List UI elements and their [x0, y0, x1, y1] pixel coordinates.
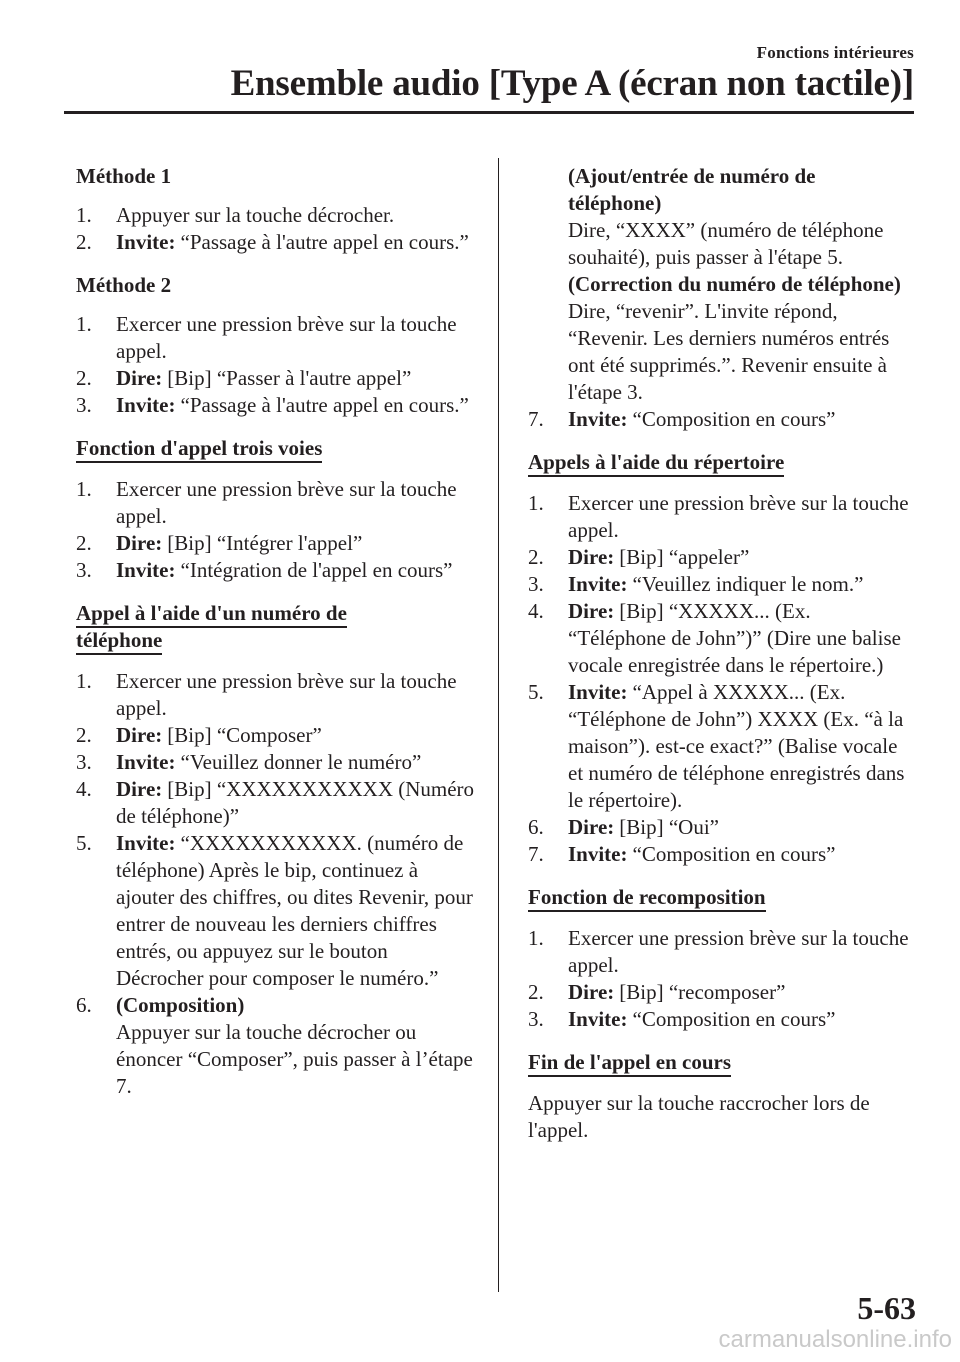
redial-heading [528, 884, 913, 911]
step-text: [Bip] “Oui” [619, 815, 719, 839]
step-text: Exercer une pression brève sur la touche appel. [116, 477, 457, 528]
step [76, 668, 476, 722]
step-text: Appuyer sur la touche décrocher. [116, 203, 395, 227]
step [76, 229, 476, 256]
step-number: 3. [528, 1007, 544, 1031]
step-number: 2. [76, 366, 92, 390]
step-number: 3. [76, 393, 92, 417]
header-rule [64, 111, 914, 114]
step-number: 7. [528, 842, 544, 866]
step-number: 1. [76, 312, 92, 336]
step-text: [Bip] “Composer” [167, 723, 322, 747]
step-number: 1. [528, 926, 544, 950]
step-keyword: Invite: [568, 407, 628, 431]
step-text: “XXXXXXXXXXX. (numéro de téléphone) Après le bip, continuez à ajouter des chiffres, ou dites Revenir, pour entrer de nouveau les derniers chiffres entrés, ou appuyez sur le bouton Décrocher pour composer le numéro.” [116, 831, 473, 990]
step [528, 1006, 913, 1033]
step-number: 2. [528, 980, 544, 1004]
section-label: Fonctions intérieures [756, 43, 914, 62]
page-number: 5-63 [857, 1290, 916, 1326]
step-keyword: Dire: [568, 545, 615, 569]
step [528, 544, 913, 571]
three-way-heading [76, 435, 476, 462]
step [76, 830, 476, 992]
step-text: [Bip] “recomposer” [619, 980, 786, 1004]
step [76, 365, 476, 392]
left-column [76, 163, 476, 1116]
step [528, 598, 913, 679]
step [76, 722, 476, 749]
step [528, 979, 913, 1006]
column-divider [498, 158, 499, 1292]
step [76, 749, 476, 776]
step [76, 530, 476, 557]
step [76, 776, 476, 830]
three-way-heading-text: Fonction d'appel trois voies [76, 436, 322, 463]
step-text: “Passage à l'autre appel en cours.” [180, 393, 469, 417]
step [528, 841, 913, 868]
step-number: 1. [76, 477, 92, 501]
step-text: “Composition en cours” [632, 1007, 836, 1031]
step-text: “Veuillez indiquer le nom.” [632, 572, 864, 596]
step-number: 2. [76, 230, 92, 254]
step-text: [Bip] “Passer à l'autre appel” [167, 366, 412, 390]
step-number: 2. [76, 723, 92, 747]
step-text: [Bip] “XXXXX... (Ex. “Téléphone de John”)” (Dire une balise vocale enregistrée dans le répertoire.) [568, 599, 901, 677]
step-text: Exercer une pression brève sur la touche appel. [116, 669, 457, 720]
step-keyword: Dire: [116, 531, 163, 555]
step-text: “Appel à XXXXX... (Ex. “Téléphone de John”) XXXX (Ex. “à la maison”). est-ce exact?” (Balise vocale et numéro de téléphone enregistrés dans le répertoire). [568, 680, 905, 812]
step [528, 571, 913, 598]
method-1-heading: Méthode 1 [76, 164, 172, 188]
step-keyword: Dire: [116, 366, 163, 390]
step-keyword: Dire: [116, 723, 163, 747]
page-title: Ensemble audio [Type A (écran non tactile)] [230, 63, 914, 104]
step-number: 2. [528, 545, 544, 569]
step-keyword: (Composition) [116, 993, 245, 1017]
end-call-heading [528, 1049, 913, 1076]
step-keyword: Invite: [116, 831, 176, 855]
step-keyword: Dire: [568, 815, 615, 839]
step-number: 6. [528, 815, 544, 839]
redial-steps [528, 925, 913, 1033]
phonebook-steps [528, 490, 913, 868]
step-text: “Intégration de l'appel en cours” [180, 558, 453, 582]
step [76, 476, 476, 530]
step-text: “Passage à l'autre appel en cours.” [180, 230, 469, 254]
step-keyword: Invite: [116, 558, 176, 582]
number-call-steps [76, 668, 476, 1100]
add-number-text: Dire, “XXXX” (numéro de téléphone souhaité), puis passer à l'étape 5. [568, 218, 884, 269]
step-number: 3. [528, 572, 544, 596]
step-number: 1. [528, 491, 544, 515]
step-text: Exercer une pression brève sur la touche appel. [568, 926, 909, 977]
number-call-heading [76, 600, 476, 654]
redial-heading-text: Fonction de recomposition [528, 885, 766, 912]
step-number: 1. [76, 669, 92, 693]
step [528, 490, 913, 544]
step-keyword: Dire: [116, 777, 163, 801]
step-number: 4. [76, 777, 92, 801]
end-call-heading-text: Fin de l'appel en cours [528, 1050, 731, 1077]
step-keyword: Invite: [568, 680, 628, 704]
method-2-heading: Méthode 2 [76, 273, 172, 297]
step-keyword: Invite: [568, 572, 628, 596]
correction-block [528, 271, 913, 406]
step-text: “Composition en cours” [632, 407, 836, 431]
number-call-heading-line2: téléphone [76, 628, 162, 655]
step-text: “Veuillez donner le numéro” [180, 750, 422, 774]
step-number: 4. [528, 599, 544, 623]
step-text: [Bip] “appeler” [619, 545, 750, 569]
step-keyword: Invite: [116, 393, 176, 417]
right-column [528, 163, 913, 1144]
end-call-text: Appuyer sur la touche raccrocher lors de l'appel. [528, 1091, 870, 1142]
step-text: [Bip] “Intégrer l'appel” [167, 531, 363, 555]
step-number: 3. [76, 750, 92, 774]
step [76, 392, 476, 419]
step [528, 925, 913, 979]
correction-title: (Correction du numéro de téléphone) [568, 272, 901, 296]
step-keyword: Dire: [568, 599, 615, 623]
watermark: carmanualsonline.info [718, 1326, 952, 1353]
step-number: 7. [528, 407, 544, 431]
method-2-steps [76, 311, 476, 419]
add-number-block [528, 163, 913, 271]
step-keyword: Invite: [568, 1007, 628, 1031]
step [528, 814, 913, 841]
step-number: 6. [76, 993, 92, 1017]
step-keyword: Invite: [116, 750, 176, 774]
step [76, 311, 476, 365]
step-text: Exercer une pression brève sur la touche appel. [568, 491, 909, 542]
step [76, 557, 476, 584]
step-number: 3. [76, 558, 92, 582]
step-number: 2. [76, 531, 92, 555]
correction-text: Dire, “revenir”. L'invite répond, “Revenir. Les derniers numéros entrés ont été supprimés.”. Revenir ensuite à l'étape 3. [568, 299, 890, 404]
add-number-title: (Ajout/entrée de numéro de téléphone) [568, 164, 816, 215]
step [528, 679, 913, 814]
step [76, 202, 476, 229]
step-text: [Bip] “XXXXXXXXXXX (Numéro de téléphone)” [116, 777, 475, 828]
step-keyword: Dire: [568, 980, 615, 1004]
step-number: 1. [76, 203, 92, 227]
number-call-steps-continued [528, 406, 913, 433]
step [76, 992, 476, 1100]
number-call-heading-line1: Appel à l'aide d'un numéro de [76, 601, 347, 628]
step-number: 5. [528, 680, 544, 704]
three-way-steps [76, 476, 476, 584]
step-keyword: Invite: [116, 230, 176, 254]
phonebook-heading-text: Appels à l'aide du répertoire [528, 450, 784, 477]
step-keyword: Invite: [568, 842, 628, 866]
step [528, 406, 913, 433]
step-text: Appuyer sur la touche décrocher ou énoncer “Composer”, puis passer à l’étape 7. [116, 1020, 473, 1098]
step-text: “Composition en cours” [632, 842, 836, 866]
method-1-steps [76, 202, 476, 256]
step-text: Exercer une pression brève sur la touche appel. [116, 312, 457, 363]
step-number: 5. [76, 831, 92, 855]
phonebook-heading [528, 449, 913, 476]
